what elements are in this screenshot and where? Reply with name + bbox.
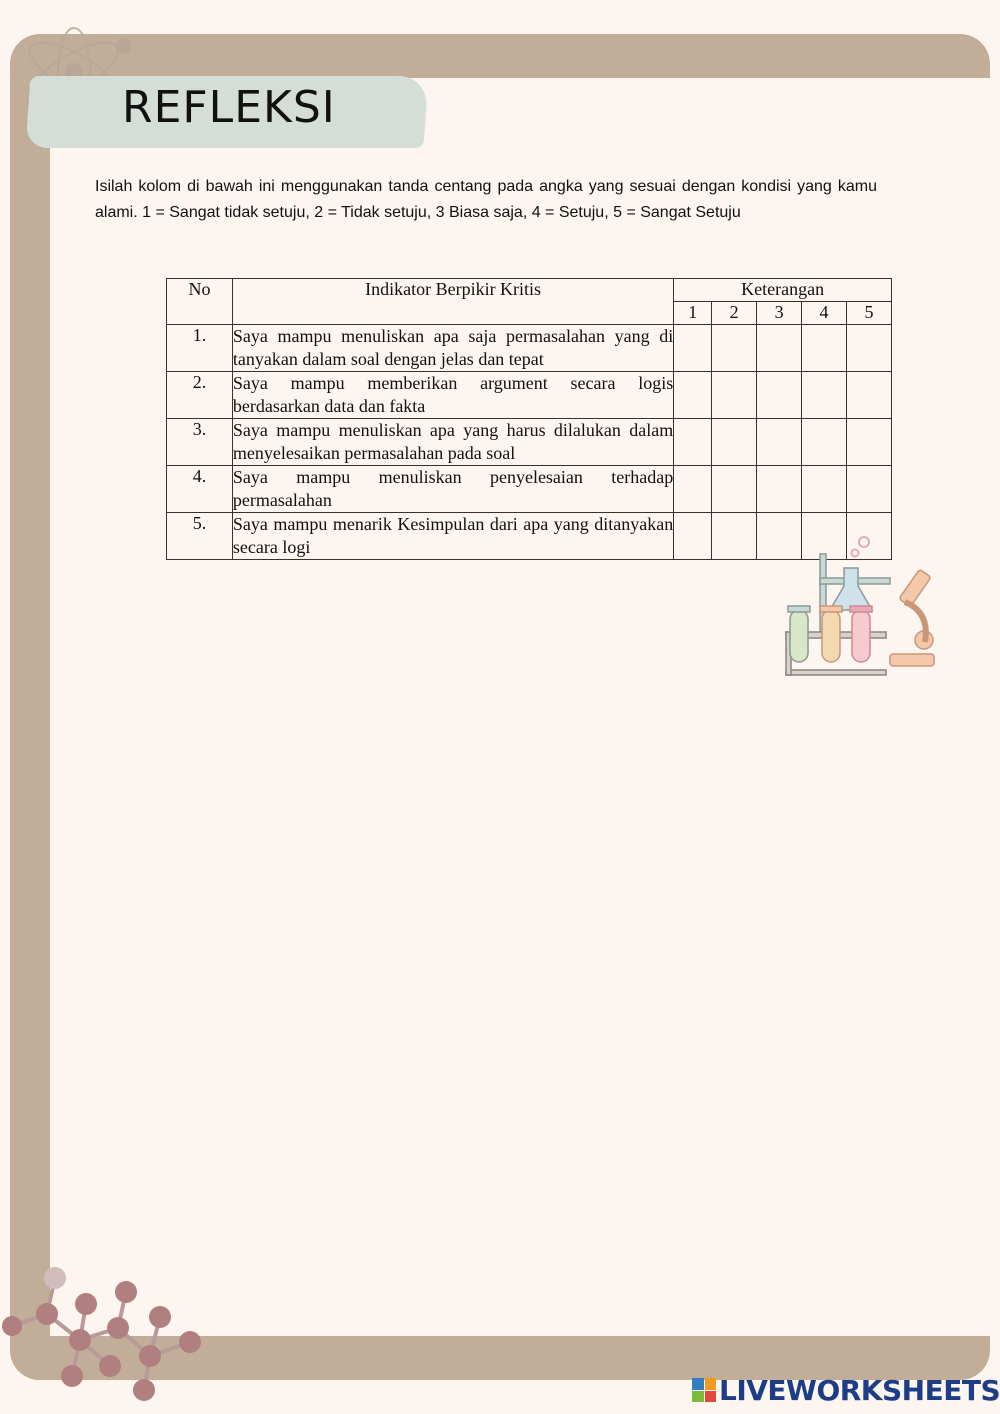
rating-cell-4[interactable] [802,325,847,372]
rating-cell-3[interactable] [757,325,802,372]
row-number: 5. [167,513,233,560]
rating-cell-1[interactable] [674,325,712,372]
header-indikator: Indikator Berpikir Kritis [232,279,673,325]
scale-header: 1 [674,302,712,325]
page-title: REFLEKSI [122,82,336,133]
indicator-text: Saya mampu memberikan argument secara logis berdasarkan data dan fakta [232,372,673,419]
scale-header: 2 [712,302,757,325]
brand-name: LIVEWORKSHEETS [719,1373,1000,1407]
rating-cell-5[interactable] [847,419,892,466]
rating-cell-1[interactable] [674,372,712,419]
rating-cell-3[interactable] [757,466,802,513]
rating-cell-4[interactable] [802,419,847,466]
content-area [50,78,990,1336]
row-number: 1. [167,325,233,372]
rating-cell-4[interactable] [802,466,847,513]
header-keterangan: Keterangan [674,279,892,302]
frame-top [10,34,990,78]
rating-cell-1[interactable] [674,513,712,560]
rating-cell-1[interactable] [674,419,712,466]
indicator-text: Saya mampu menarik Kesimpulan dari apa yang ditanyakan secara logi [232,513,673,560]
indicator-text: Saya mampu menuliskan apa yang harus dilalukan dalam menyelesaikan permasalahan pada soal [232,419,673,466]
liveworksheets-logo-icon [692,1378,716,1402]
instruction-text: Isilah kolom di bawah ini menggunakan tanda centang pada angka yang sesuai dengan kondisi yang kamu alami. 1 = Sangat tidak setuju, 2 = Tidak setuju, 3 Biasa saja, 4 = Setuju, 5 = Sangat Setuju [95,178,877,221]
rating-cell-2[interactable] [712,419,757,466]
table-row [167,372,892,419]
liveworksheets-logo [692,1374,1000,1406]
reflection-table [166,278,892,560]
rating-cell-4[interactable] [802,372,847,419]
molecule-icon [0,1262,215,1410]
indicator-text: Saya mampu menuliskan penyelesaian terhadap permasalahan [232,466,673,513]
rating-cell-3[interactable] [757,372,802,419]
scale-header: 5 [847,302,892,325]
indicator-text: Saya mampu menuliskan apa saja permasalahan yang di tanyakan dalam soal dengan jelas dan tepat [232,325,673,372]
table-row [167,466,892,513]
rating-cell-5[interactable] [847,325,892,372]
scale-header: 3 [757,302,802,325]
scale-header: 4 [802,302,847,325]
rating-cell-2[interactable] [712,372,757,419]
rating-cell-5[interactable] [847,372,892,419]
row-number: 4. [167,466,233,513]
row-number: 3. [167,419,233,466]
rating-cell-2[interactable] [712,513,757,560]
rating-cell-2[interactable] [712,325,757,372]
frame-left [10,50,50,1380]
table-row [167,325,892,372]
row-number: 2. [167,372,233,419]
rating-cell-2[interactable] [712,466,757,513]
header-no: No [167,279,233,325]
rating-cell-1[interactable] [674,466,712,513]
lab-equipment-icon [780,532,940,678]
table-row [167,419,892,466]
rating-cell-3[interactable] [757,419,802,466]
rating-cell-5[interactable] [847,466,892,513]
